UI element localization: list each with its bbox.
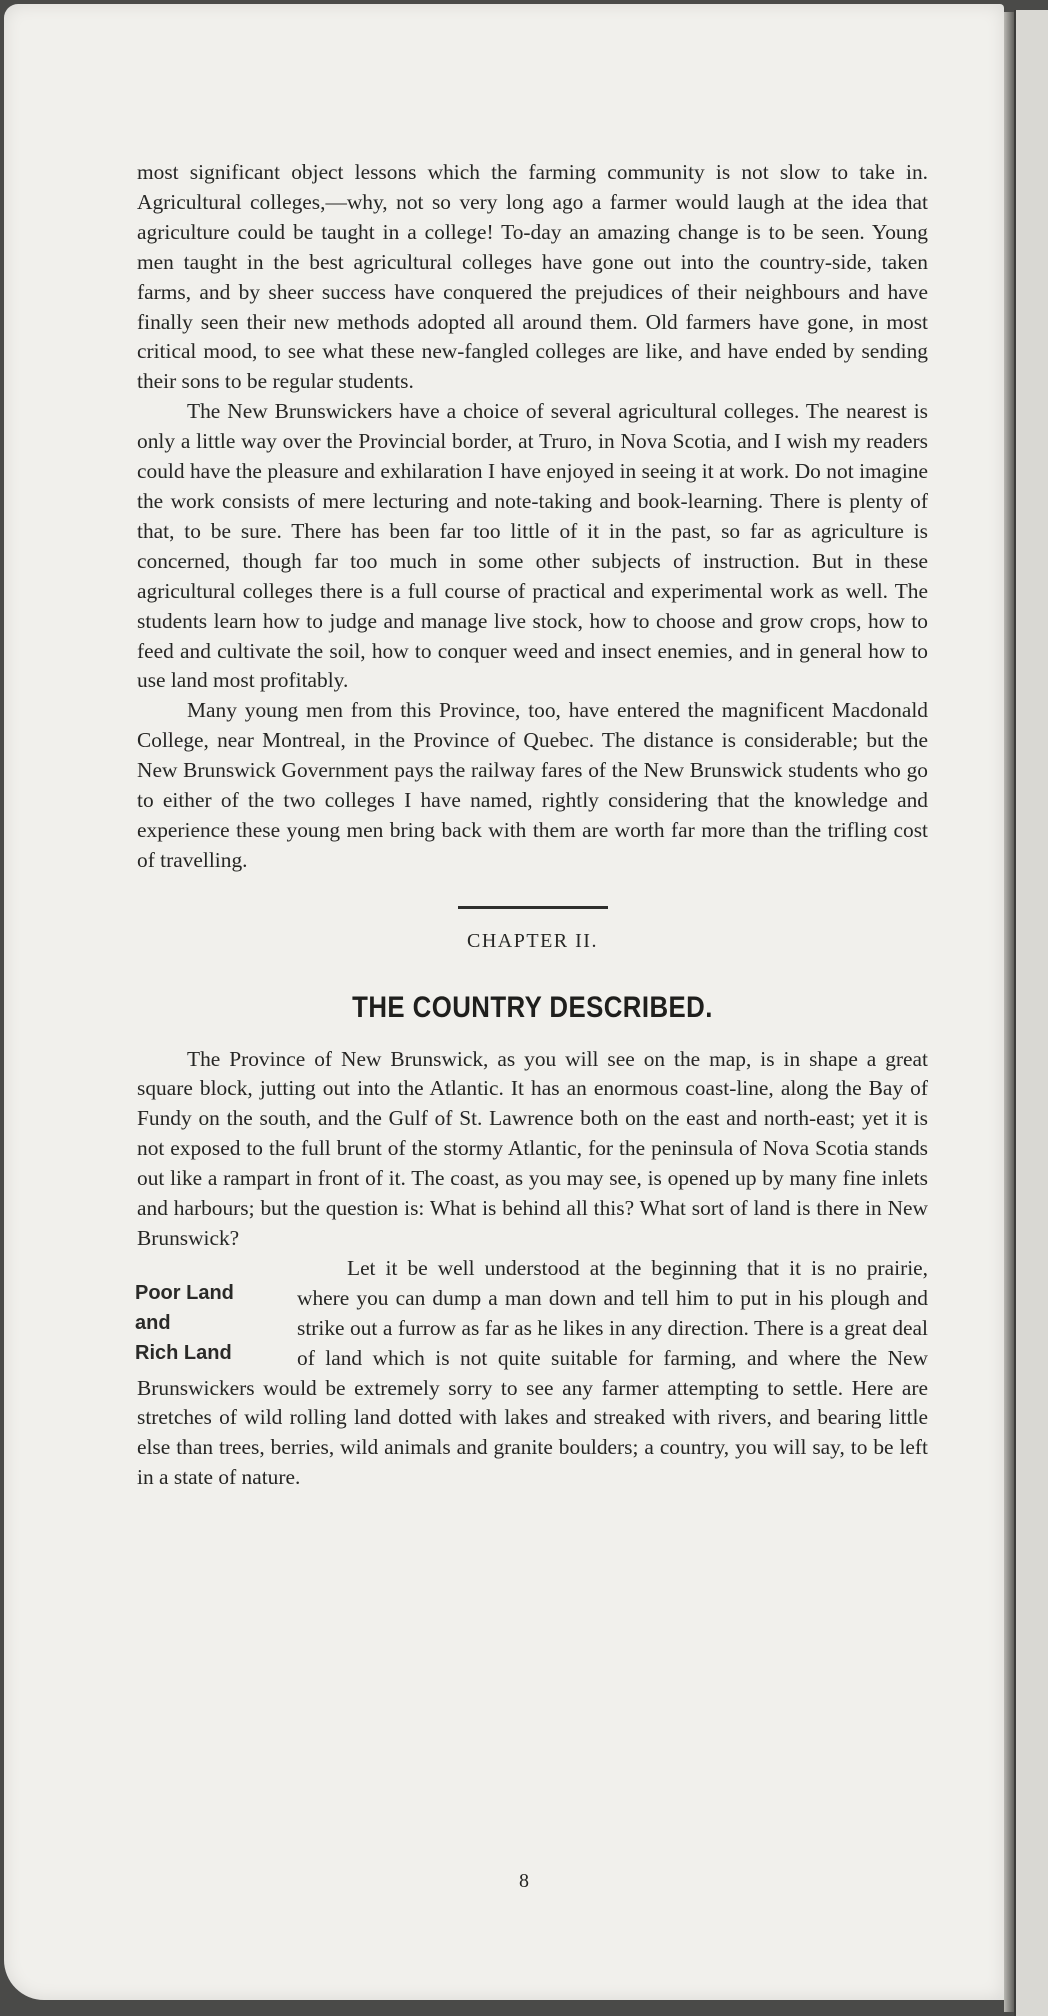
page-text — [137, 158, 928, 1493]
paragraph: Many young men from this Province, too, have entered the magnificent Macdonald College, near Montreal, in the Province of Quebec. The distance is considerable; but the New Brunswick Government pays the railway fares of the New Brunswick students who go to either of the two colleges I have named, rightly considering that the knowledge and experience these young men bring back with them are worth far more than the trifling cost of travelling. — [137, 698, 928, 872]
sidenote-paragraph — [137, 1254, 928, 1493]
section-divider — [458, 906, 608, 909]
paragraph: most significant object lessons which the farming community is not slow to take in. Agricultural colleges,—why, not so very long ago a farmer would laugh at the idea that agriculture could be taught in a college! To-day an amazing change is to be seen. Young men taught in the best agricultural colleges have gone out into the country-side, taken farms, and by sheer success have conquered the prejudices of their neighbours and have finally seen their new methods adopted all around them. Old farmers have gone, in most critical mood, to see what these new-fangled colleges are like, and have ended by sending their sons to be regular students. — [137, 160, 928, 394]
sidenote-line: Rich Land — [135, 1341, 232, 1364]
paragraph: The New Brunswickers have a choice of several agricultural colleges. The nearest is only a little way over the Provincial border, at Truro, in Nova Scotia, and I wish my readers could have the pleasure and exhilaration I have enjoyed in seeing it at work. Do not imagine the work consists of mere lecturing and note-taking and book-learning. There is plenty of that, to be sure. There has been far too little of it in the past, so far as agriculture is concerned, though far too much in some other subjects of instruction. But in these agricultural colleges there is a full course of practical and experimental work as well. The students learn how to judge and manage live stock, how to choose and grow crops, how to feed and cultivate the soil, how to conquer weed and insect enemies, and in general how to use land most profitably. — [137, 399, 928, 693]
chapter-label: CHAPTER II. — [467, 929, 598, 952]
paragraph: Let it be well understood at the beginning that it is no prairie, where you can dump a man down and tell him to put in his plough and strike out a furrow as far as he likes in any direction. There is a great deal of land which is not quite suitable for farming, and where the New Brunswickers would be extremely sorry to see any farmer attempting to settle. Here are stretches of wild rolling land dotted with lakes and streaked with rivers, and bearing little else than trees, berries, wild animals and granite boulders; a country, you will say, to be left in a state of nature. — [137, 1255, 928, 1490]
sidenote — [135, 1278, 285, 1368]
adjacent-page-edge — [1014, 10, 1048, 2016]
page-number: 8 — [519, 1870, 529, 1892]
paragraph: The Province of New Brunswick, as you will see on the map, is in shape a great square block, jutting out into the Atlantic. It has an enormous coast-line, along the Bay of Fundy on the south, and the Gulf of St. Lawrence both on the east and north-east; yet it is not exposed to the full brunt of the stormy Atlantic, for the peninsula of Nova Scotia stands out like a rampart in front of it. The coast, as you may see, is opened up by many fine inlets and harbours; but the question is: What is behind all this? What sort of land is there in New Brunswick? — [137, 1046, 928, 1250]
sidenote-line: Poor Land — [135, 1281, 234, 1304]
sidenote-line: and — [135, 1311, 171, 1334]
chapter-title: THE COUNTRY DESCRIBED. — [352, 990, 713, 1024]
